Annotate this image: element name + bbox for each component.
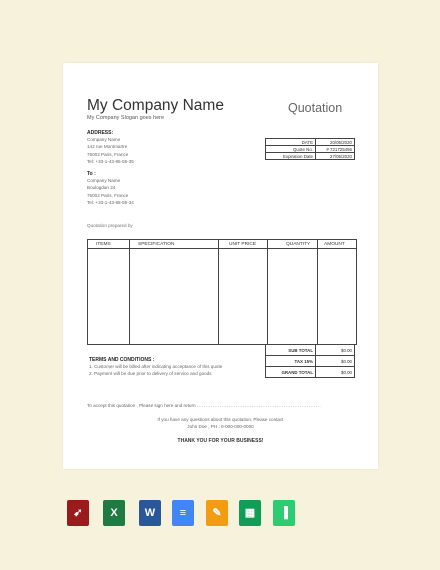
excel-glyph: X (110, 507, 118, 519)
address-line: Tel: +33-1-43-95-55-35 (87, 158, 134, 164)
totals-row (266, 345, 355, 356)
prepared-by: Quotation prepared by (87, 223, 133, 228)
header-items: ITEMS (96, 241, 111, 247)
pages-icon[interactable] (206, 500, 228, 526)
subtotal-value: $0.00 (316, 345, 355, 356)
document-title: Quotation (288, 101, 343, 115)
column-divider (317, 240, 318, 344)
grand-total-value: $0.00 (316, 367, 355, 378)
subtotal-label: SUB TOTAL (266, 345, 316, 356)
company-name: My Company Name (87, 97, 224, 114)
numbers-icon[interactable] (273, 500, 295, 526)
terms-block (89, 357, 222, 378)
header-unit-price: UNIT PRICE (229, 241, 257, 247)
address-block (87, 130, 134, 165)
pdf-icon[interactable] (67, 500, 89, 526)
pages-glyph: ✎ (212, 507, 222, 519)
meta-value: 27/05/2020 (316, 153, 355, 160)
column-divider (267, 240, 268, 344)
meta-row (266, 139, 355, 146)
google-docs-icon[interactable] (172, 500, 194, 526)
to-label: To : (87, 171, 96, 177)
address-line: 75002 Paris, France (87, 151, 129, 157)
totals-table (265, 344, 355, 378)
contact-line: If you have any questions about this quotation, Please contact (157, 417, 284, 422)
contact-line: John Doe , PH : 0-000-000-0000 (187, 423, 254, 429)
pdf-glyph: ➹ (73, 507, 83, 519)
address-label: ADDRESS: (87, 130, 114, 136)
google-sheets-glyph: ▦ (244, 507, 256, 519)
excel-icon[interactable] (103, 500, 125, 526)
accept-line (87, 403, 321, 408)
company-slogan: My Company Slogan goes here (87, 115, 165, 121)
header-amount: AMOUNT (324, 241, 345, 247)
items-table (87, 239, 357, 345)
word-glyph: W (144, 507, 156, 519)
google-sheets-icon[interactable] (239, 500, 261, 526)
signature-line: ...................................................................... (196, 403, 322, 408)
contact-block (63, 417, 378, 430)
column-divider (129, 240, 130, 344)
thank-you-note: THANK YOU FOR YOUR BUSINESS! (177, 438, 264, 444)
meta-value: # 721725456 (316, 146, 355, 153)
totals-row (266, 367, 355, 378)
meta-row (266, 146, 355, 153)
grand-total-label: GRAND TOTAL (266, 367, 316, 378)
terms-title: TERMS AND CONDITIONS : (89, 357, 155, 363)
accept-text: To accept this quotation , Please sign here and return (87, 403, 196, 408)
header-quantity: QUANTITY (286, 241, 311, 247)
meta-value: 20/05/2020 (316, 139, 355, 146)
meta-row (266, 153, 355, 160)
header-specification: SPECIFICATION (138, 241, 175, 247)
tax-value: $0.00 (316, 356, 355, 367)
recipient-line: 75002 Paris, France (87, 192, 129, 198)
meta-key: Quote No. (266, 146, 316, 153)
quotation-document (63, 63, 378, 469)
quote-meta-table (265, 138, 355, 160)
column-divider (218, 240, 219, 344)
google-docs-glyph: ≡ (179, 507, 187, 519)
recipient-line: Boulogdan 24 (87, 185, 116, 191)
numbers-glyph: ▐ (280, 507, 288, 519)
totals-row (266, 356, 355, 367)
tax-label: TAX 15% (266, 356, 316, 367)
meta-key: DATE (266, 139, 316, 146)
recipient-line: Company Name (87, 178, 121, 183)
address-line: Company Name (87, 137, 121, 142)
meta-key: Expiration Date (266, 153, 316, 160)
address-line: 142 rue Montmartre (87, 144, 128, 150)
recipient-line: Tel: +33-1-43-58-55-34 (87, 199, 134, 205)
word-icon[interactable] (139, 500, 161, 526)
terms-item: 2. Payment will be due prior to delivery of service and goods (89, 371, 212, 377)
recipient-block (87, 171, 134, 206)
terms-item: 1. Customer will be billed after indicating acceptance of this quote (89, 364, 223, 369)
